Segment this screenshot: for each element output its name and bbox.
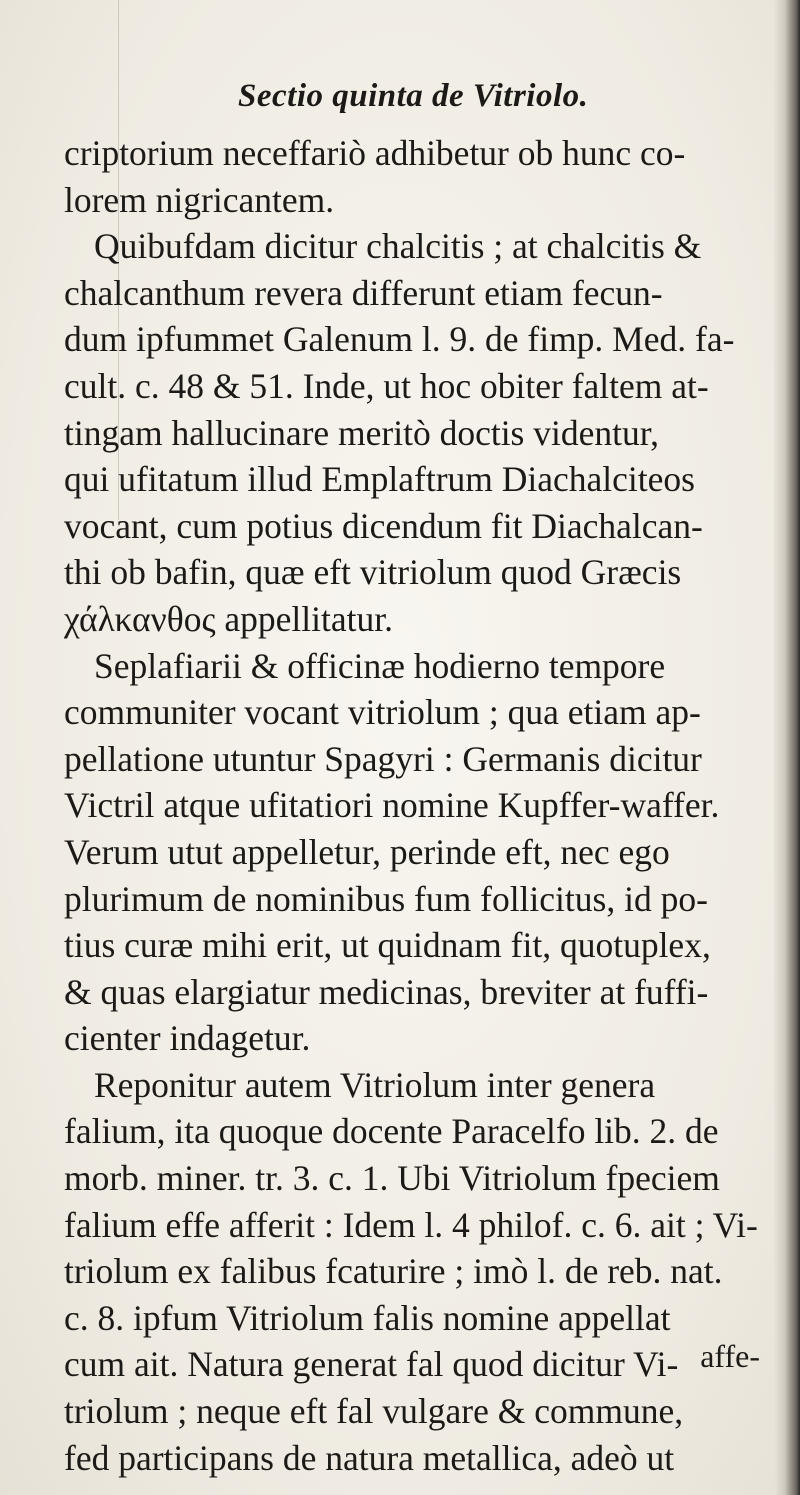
text-line: c. 8. ipfum Vitriolum falis nomine appellat [64, 1297, 671, 1338]
catchword: affe- [700, 1338, 760, 1374]
text-line: qui ufitatum illud Emplaftrum Diachalciteos [64, 459, 695, 500]
text-line: falium, ita quoque docente Paracelfo lib. 2. de [64, 1111, 719, 1152]
body-text [64, 130, 778, 1481]
text-line: & quas elargiatur medicinas, breviter at fuffi- [64, 971, 709, 1012]
text-line: cum ait. Natura generat fal quod dicitur Vi- [64, 1344, 679, 1385]
text-line: Seplafiarii & officinæ hodierno tempore [94, 645, 666, 686]
text-line: communiter vocant vitriolum ; qua etiam ap- [64, 692, 701, 733]
text-line: fed participans de natura metallica, adeò ut [64, 1437, 675, 1478]
text-line: Reponitur autem Vitriolum inter genera [94, 1064, 656, 1105]
text-line: tingam hallucinare meritò doctis videntur, [64, 412, 660, 453]
text-line: cult. c. 48 & 51. Inde, ut hoc obiter faltem at- [64, 365, 709, 406]
text-line: thi ob bafin, quæ eft vitriolum quod Græcis [64, 552, 682, 593]
text-line: vocant, cum potius dicendum fit Diachalcan- [64, 505, 703, 546]
text-line: tius curæ mihi erit, ut quidnam fit, quotuplex, [64, 925, 711, 966]
text-line: Victril atque ufitatiori nomine Kupffer-waffer. [64, 785, 720, 826]
text-line: triolum ex falibus fcaturire ; imò l. de reb. nat. [64, 1251, 723, 1292]
text-line: Verum utut appelletur, perinde eft, nec ego [64, 831, 670, 872]
text-line: triolum ; neque eft fal vulgare & commune, [64, 1391, 684, 1432]
text-line: Quibufdam dicitur chalcitis ; at chalcitis & [94, 226, 702, 267]
text-line: cienter indagetur. [64, 1018, 311, 1059]
text-line: chalcanthum revera differunt etiam fecun- [64, 272, 663, 313]
text-line: dum ipfummet Galenum l. 9. de fimp. Med. fa- [64, 319, 735, 360]
text-line: falium effe afferit : Idem l. 4 philof. c. 6. ait ; Vi- [64, 1204, 758, 1245]
text-line: plurimum de nominibus fum follicitus, id po- [64, 878, 708, 919]
text-line: morb. miner. tr. 3. c. 1. Ubi Vitriolum fpeciem [64, 1158, 720, 1199]
running-header: Sectio quinta de Vitriolo. [238, 78, 589, 114]
text-line: lorem nigricantem. [64, 179, 335, 220]
text-line: pellatione utuntur Spagyri : Germanis dicitur [64, 738, 702, 779]
text-line: criptorium neceffariò adhibetur ob hunc co- [64, 133, 686, 173]
text-line: χάλκανθος appellitatur. [64, 598, 393, 639]
